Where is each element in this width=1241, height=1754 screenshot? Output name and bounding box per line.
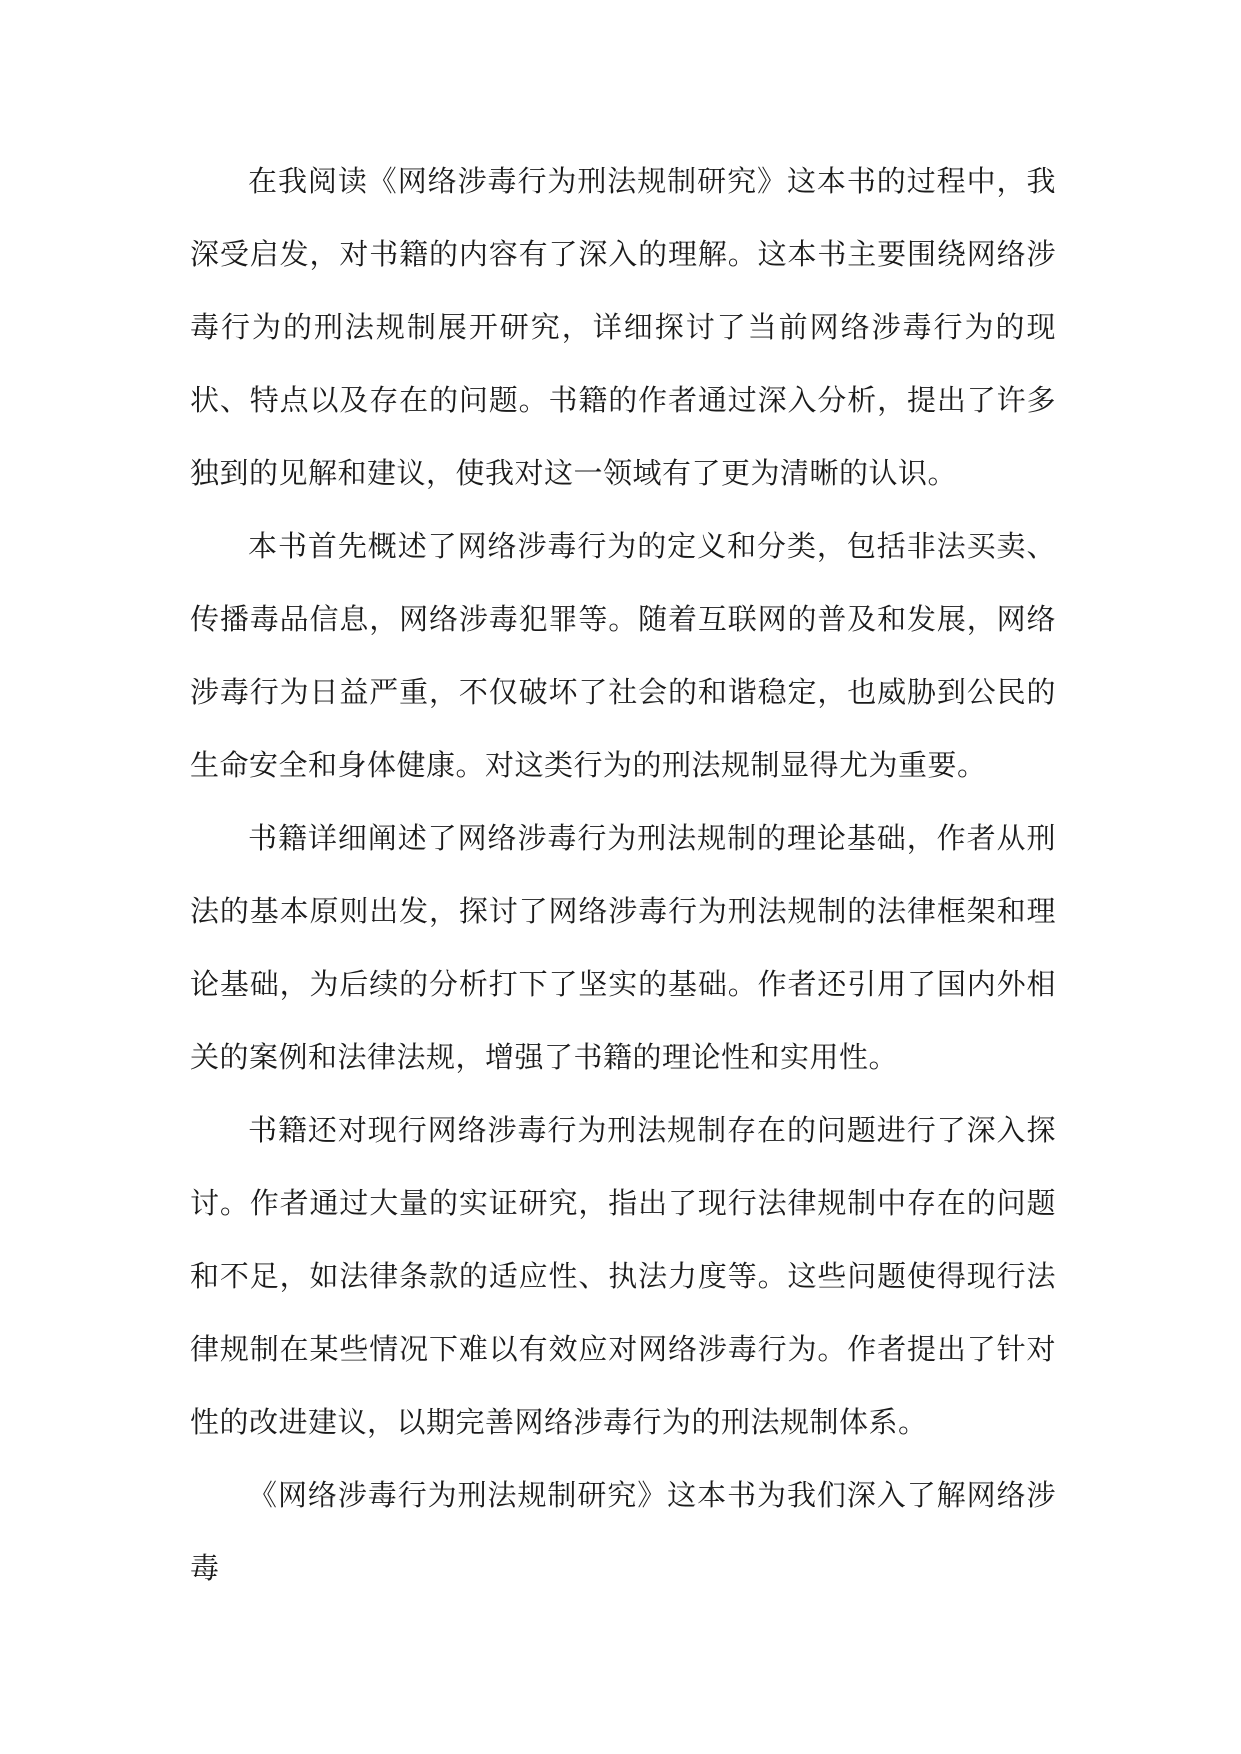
paragraph-2: 本书首先概述了网络涉毒行为的定义和分类，包括非法买卖、传播毒品信息，网络涉毒犯罪等。随着互联网的普及和发展，网络涉毒行为日益严重，不仅破坏了社会的和谐稳定，也威胁到公民的生命安全和身体健康。对这类行为的刑法规制显得尤为重要。: [190, 529, 1056, 782]
paragraph-3: 书籍详细阐述了网络涉毒行为刑法规制的理论基础，作者从刑法的基本原则出发，探讨了网络涉毒行为刑法规制的法律框架和理论基础，为后续的分析打下了坚实的基础。作者还引用了国内外相关的案例和法律法规，增强了书籍的理论性和实用性。: [190, 821, 1056, 1074]
paragraph-5: 《网络涉毒行为刑法规制研究》这本书为我们深入了解网络涉毒: [190, 1478, 1056, 1585]
document-body: [190, 145, 1056, 1605]
paragraph-4: 书籍还对现行网络涉毒行为刑法规制存在的问题进行了深入探讨。作者通过大量的实证研究，指出了现行法律规制中存在的问题和不足，如法律条款的适应性、执法力度等。这些问题使得现行法律规制在某些情况下难以有效应对网络涉毒行为。作者提出了针对性的改进建议，以期完善网络涉毒行为的刑法规制体系。: [190, 1113, 1056, 1439]
paragraph-1: 在我阅读《网络涉毒行为刑法规制研究》这本书的过程中，我深受启发，对书籍的内容有了深入的理解。这本书主要围绕网络涉毒行为的刑法规制展开研究，详细探讨了当前网络涉毒行为的现状、特点以及存在的问题。书籍的作者通过深入分析，提出了许多独到的见解和建议，使我对这一领域有了更为清晰的认识。: [190, 164, 1056, 490]
